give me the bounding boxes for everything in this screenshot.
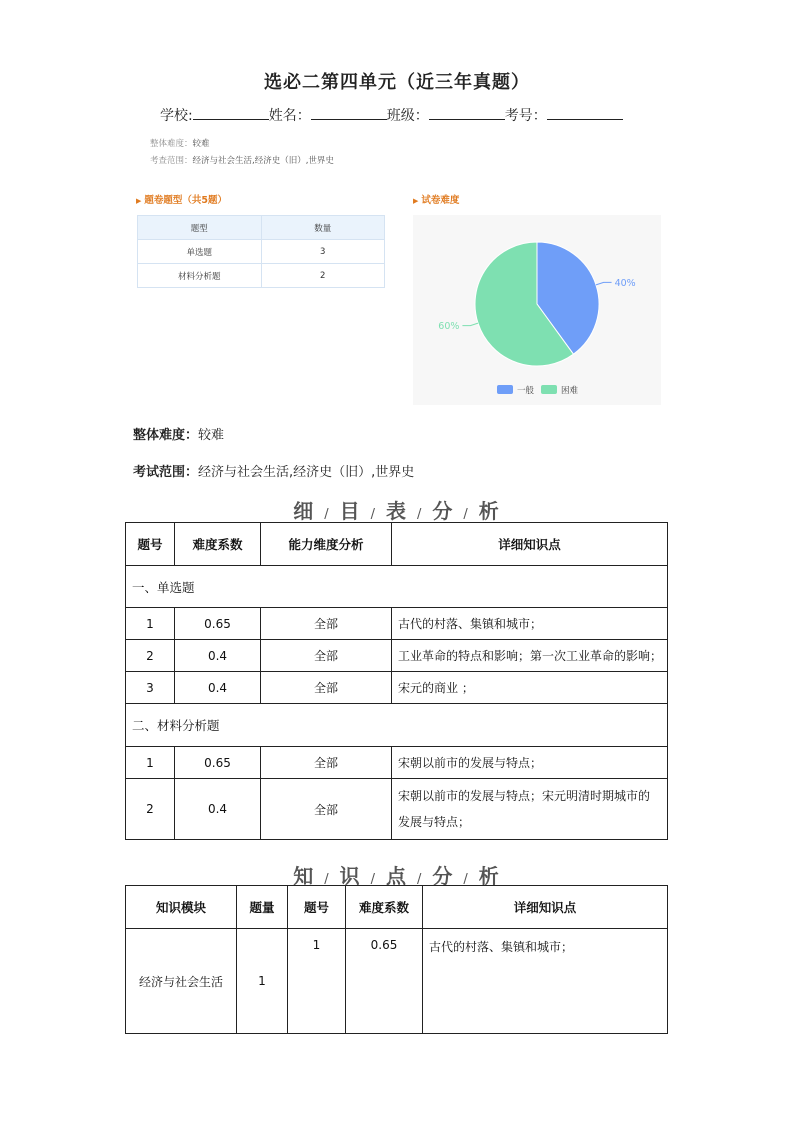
table-cell: 1 (126, 608, 175, 640)
table-cell: 2 (126, 640, 175, 672)
difficulty-chart-heading-text: 试卷难度 (421, 195, 460, 206)
summary-difficulty-label: 整体难度： (133, 428, 199, 443)
table-cell: 宋朝以前市的发展与特点； (392, 747, 668, 779)
table-row (126, 672, 668, 704)
table-header-cell: 难度系数 (346, 886, 423, 929)
table-section-row (126, 704, 668, 747)
title-char: 表 (386, 499, 408, 523)
difficulty-chart-heading (413, 192, 459, 206)
table-cell: 宋朝以前市的发展与特点；宋元明清时期城市的发展与特点； (392, 779, 668, 840)
title-separator: / (370, 872, 377, 887)
section-label: 一、单选题 (126, 566, 668, 608)
legend-swatch (497, 385, 513, 394)
table-cell: 全部 (261, 640, 392, 672)
table-cell: 全部 (261, 608, 392, 640)
pie-data-label: 40% (614, 277, 636, 289)
title-separator: / (324, 872, 331, 887)
name-blank[interactable] (311, 103, 387, 120)
school-label: 学校: (160, 108, 193, 124)
table-cell: 古代的村落、集镇和城市； (423, 929, 668, 1034)
table-cell: 0.65 (175, 747, 261, 779)
table-header-cell: 难度系数 (175, 523, 261, 566)
class-blank[interactable] (429, 103, 505, 120)
triangle-right-icon: ▶ (136, 197, 142, 205)
table-cell: 1 (237, 929, 288, 1034)
number-blank[interactable] (547, 103, 623, 120)
title-char: 目 (339, 499, 362, 523)
page-title: 选必二第四单元（近三年真题） (264, 72, 530, 93)
table-header-cell: 数量 (261, 216, 385, 240)
number-label: 考号： (504, 108, 547, 124)
summary-scope-label: 考试范围： (133, 465, 199, 480)
table-cell: 宋元的商业 ； (392, 672, 668, 704)
table-cell: 2 (126, 779, 175, 840)
summary-scope-value: 经济与社会生活,经济史（旧）,世界史 (198, 465, 415, 480)
legend-label: 一般 (517, 386, 535, 396)
name-label: 姓名： (268, 108, 311, 124)
title-char: 点 (386, 864, 408, 888)
table-cell: 工业革命的特点和影响；第一次工业革命的影响； (392, 640, 668, 672)
table-row (126, 747, 668, 779)
detail-analysis-table (125, 522, 668, 840)
meta-difficulty-key: 整体难度： (150, 139, 193, 149)
table-cell: 0.65 (346, 929, 423, 1034)
table-cell: 材料分析题 (138, 264, 262, 288)
table-section-row (126, 566, 668, 608)
table-cell: 全部 (261, 779, 392, 840)
title-char: 知 (293, 864, 316, 888)
table-header-cell: 题型 (138, 216, 262, 240)
knowledge-analysis-table (125, 885, 668, 1034)
table-cell: 单选题 (138, 240, 262, 264)
triangle-right-icon: ▶ (413, 197, 419, 205)
table-cell: 古代的村落、集镇和城市； (392, 608, 668, 640)
table-cell: 2 (261, 264, 385, 288)
title-char: 分 (432, 499, 455, 523)
table-header-cell: 题量 (237, 886, 288, 929)
table-row (126, 929, 668, 1034)
table-row (126, 608, 668, 640)
table-cell: 1 (126, 747, 175, 779)
legend-swatch (541, 385, 557, 394)
table-cell: 经济与社会生活 (126, 929, 237, 1034)
meta-scope-key: 考查范围： (150, 156, 193, 166)
title-char: 析 (478, 499, 501, 523)
title-separator: / (463, 507, 470, 522)
table-cell: 全部 (261, 747, 392, 779)
meta-difficulty-value: 较难 (192, 139, 210, 149)
legend-label: 困难 (561, 386, 579, 396)
title-separator: / (463, 872, 470, 887)
title-separator: / (370, 507, 377, 522)
meta-scope-value: 经济与社会生活,经济史（旧）,世界史 (192, 156, 334, 166)
meta-difficulty (150, 137, 210, 149)
summary-difficulty (133, 424, 224, 443)
table-cell: 0.4 (175, 779, 261, 840)
question-types-table (137, 215, 385, 288)
class-label: 班级： (386, 108, 429, 124)
table-header-cell: 详细知识点 (423, 886, 668, 929)
meta-scope (150, 154, 334, 166)
table-header-cell: 详细知识点 (392, 523, 668, 566)
title-separator: / (324, 507, 331, 522)
pie-data-label: 60% (438, 321, 460, 333)
title-char: 细 (293, 499, 316, 523)
title-char: 分 (432, 864, 455, 888)
table-row (126, 640, 668, 672)
detail-analysis-title (0, 495, 794, 524)
summary-scope (133, 461, 414, 480)
table-row (126, 779, 668, 840)
table-header-row (138, 216, 385, 240)
table-header-cell: 能力维度分析 (261, 523, 392, 566)
difficulty-pie-chart (413, 215, 661, 405)
table-header-cell: 知识模块 (126, 886, 237, 929)
table-cell: 0.65 (175, 608, 261, 640)
table-header-cell: 题号 (126, 523, 175, 566)
table-cell: 0.4 (175, 640, 261, 672)
table-row (138, 264, 385, 288)
table-cell: 1 (288, 929, 346, 1034)
title-separator: / (417, 872, 424, 887)
table-header-cell: 题号 (288, 886, 346, 929)
question-types-heading-text: 题卷题型（共5题） (144, 195, 228, 206)
section-label: 二、材料分析题 (126, 704, 668, 747)
table-cell: 3 (126, 672, 175, 704)
pie-leader-line (462, 323, 478, 325)
title-char: 析 (478, 864, 501, 888)
table-header-row (126, 523, 668, 566)
student-info-line (160, 103, 623, 125)
table-row (138, 240, 385, 264)
pie-leader-line (596, 282, 612, 284)
table-cell: 0.4 (175, 672, 261, 704)
question-types-heading (136, 192, 227, 206)
title-char: 识 (339, 864, 362, 888)
pie-chart-svg (413, 215, 661, 405)
table-cell: 全部 (261, 672, 392, 704)
table-header-row (126, 886, 668, 929)
school-blank[interactable] (193, 103, 269, 120)
summary-difficulty-value: 较难 (198, 428, 225, 443)
title-separator: / (417, 507, 424, 522)
table-cell: 3 (261, 240, 385, 264)
